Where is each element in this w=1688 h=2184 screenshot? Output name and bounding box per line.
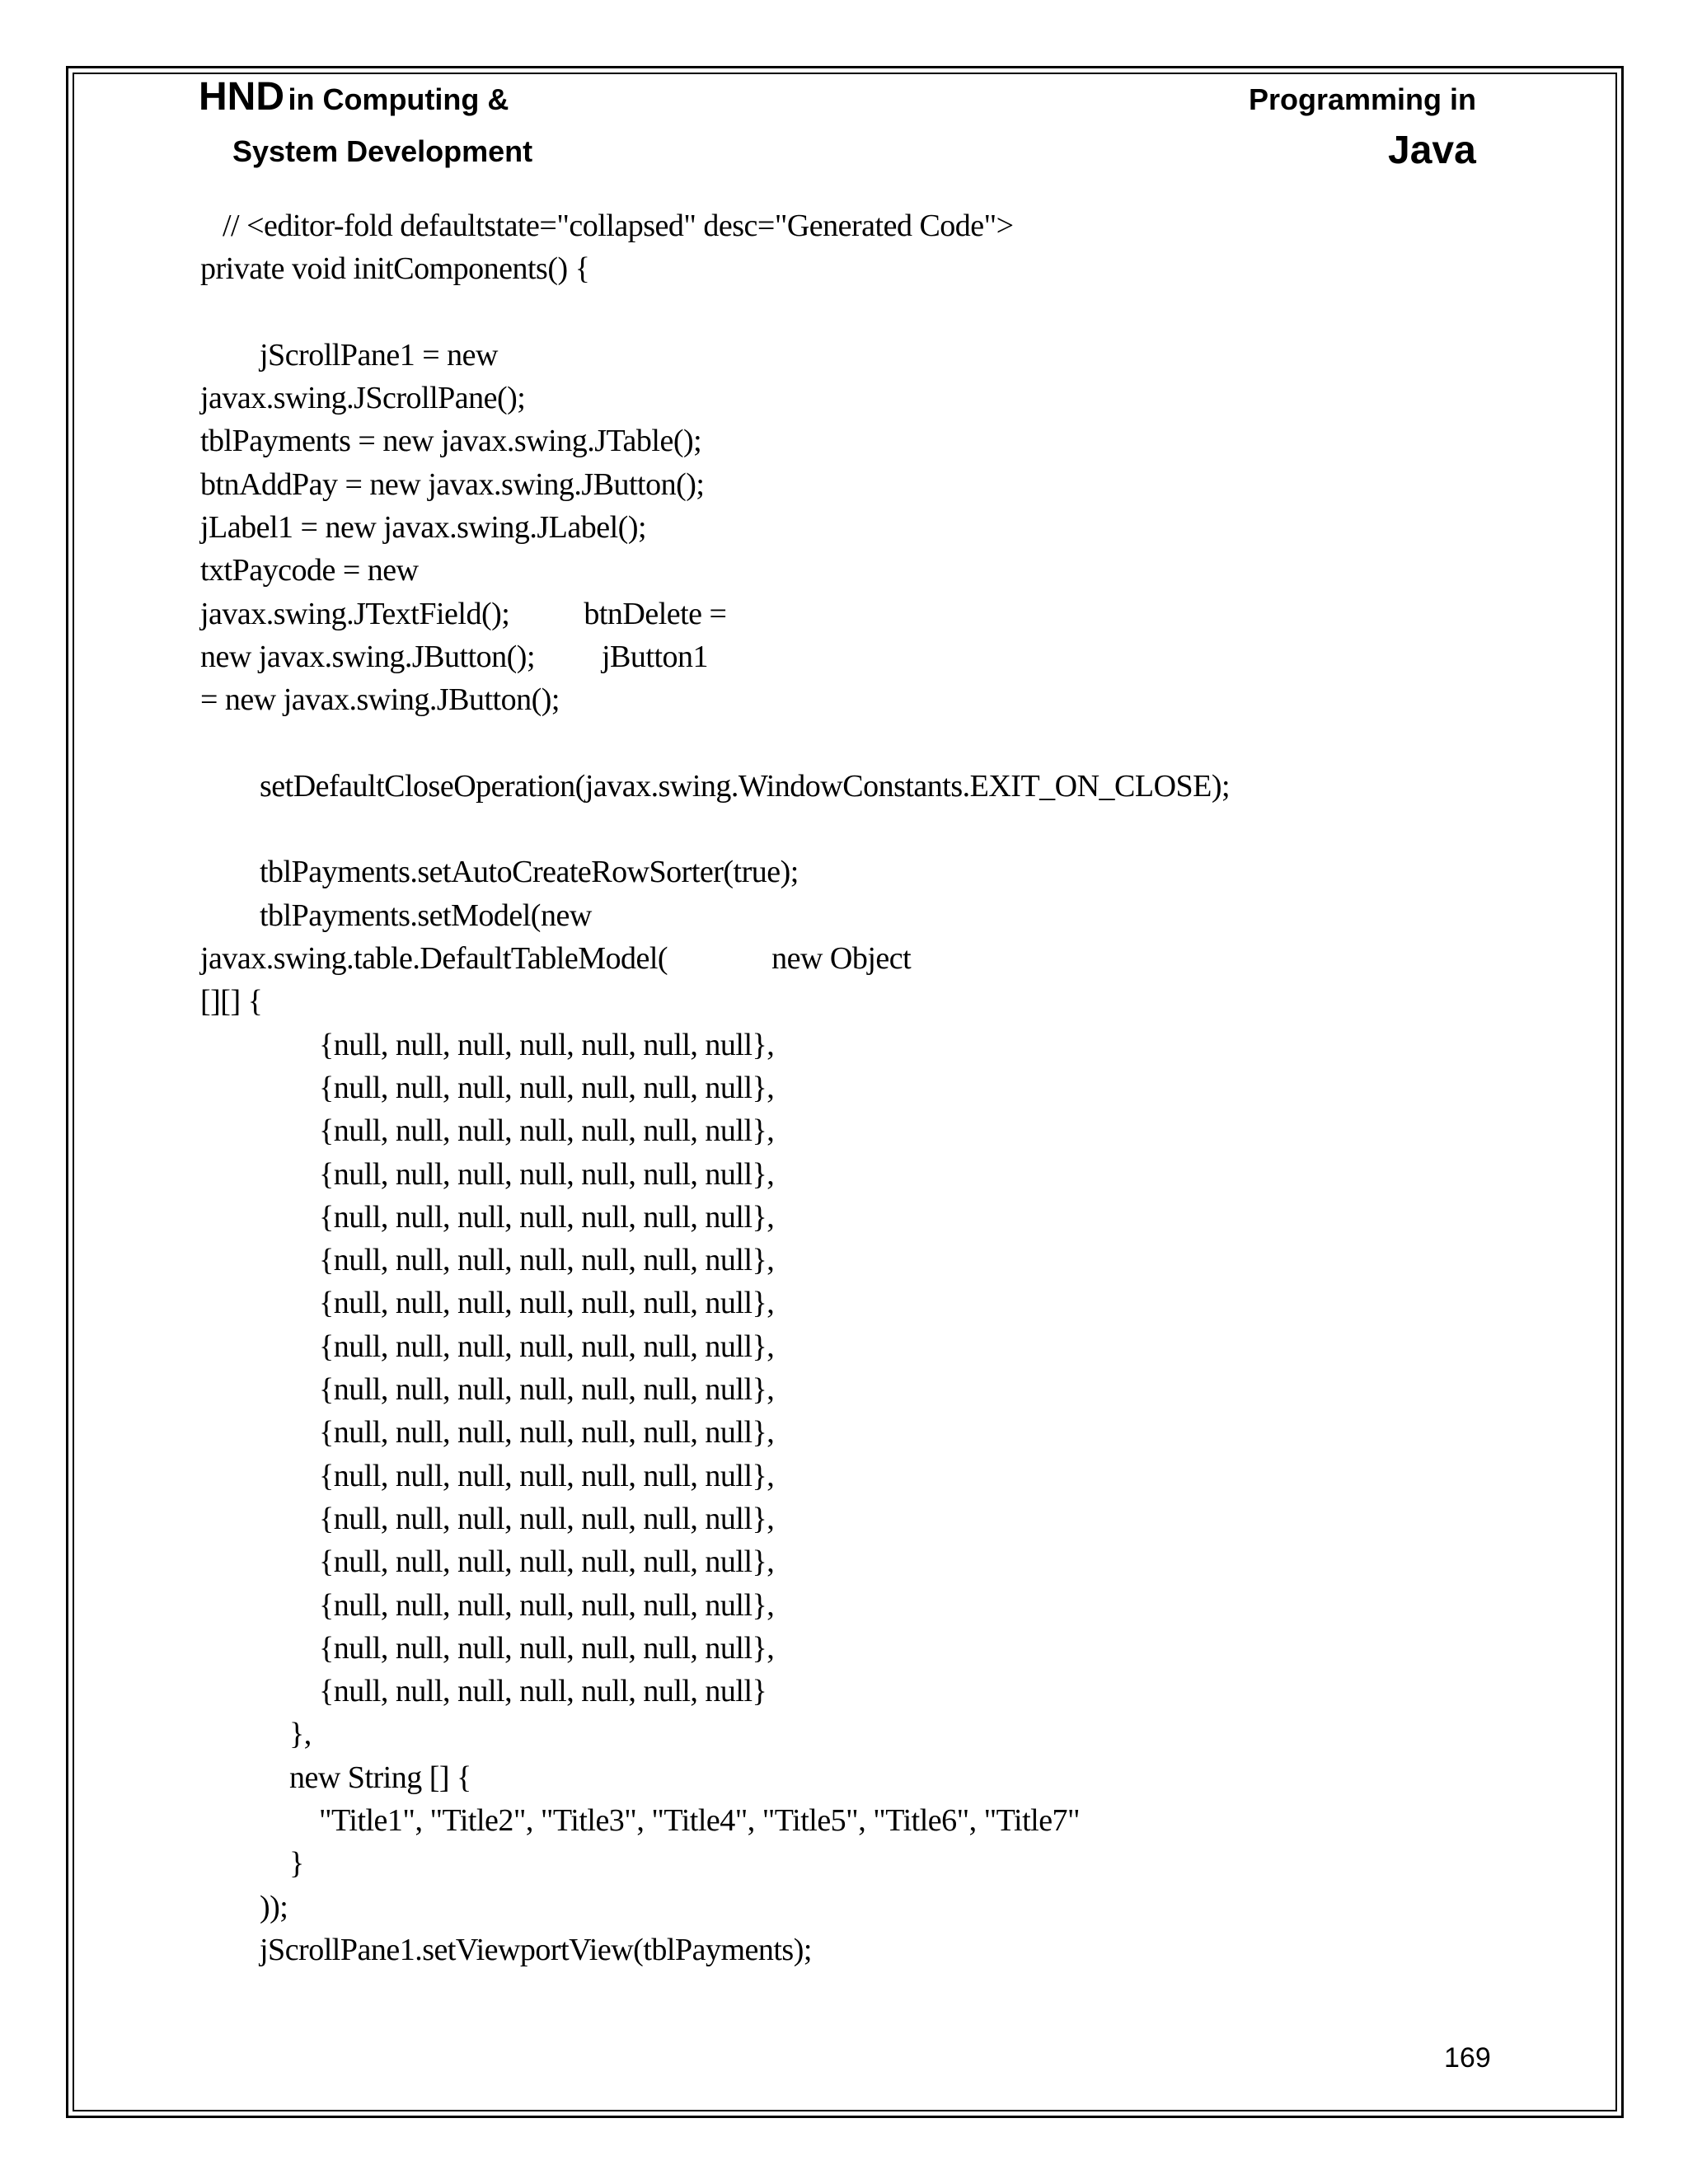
code-line: txtPaycode = new [200, 553, 419, 588]
code-line: {null, null, null, null, null, null, null}, [200, 1415, 775, 1451]
code-line: {null, null, null, null, null, null, null}, [200, 1199, 775, 1235]
code-line: tblPayments.setAutoCreateRowSorter(true); [200, 855, 799, 890]
code-line: jLabel1 = new javax.swing.JLabel(); [200, 510, 647, 546]
header-right-line2: Java [1388, 129, 1476, 172]
code-line: private void initComponents() { [200, 251, 590, 287]
code-line: {null, null, null, null, null, null, null}, [200, 1587, 775, 1623]
code-listing [200, 204, 1230, 1971]
code-line: {null, null, null, null, null, null, null}, [200, 1329, 775, 1364]
header-left-line1 [199, 74, 509, 120]
code-line: {null, null, null, null, null, null, null}, [200, 1630, 775, 1666]
code-line: // <editor-fold defaultstate="collapsed" desc="Generated Code"> [200, 209, 1014, 243]
code-line: javax.swing.JTextField(); btnDelete = [200, 596, 727, 631]
code-line: tblPayments = new javax.swing.JTable(); [200, 424, 702, 459]
code-line: new String [] { [200, 1760, 471, 1795]
code-line: jScrollPane1 = new [200, 337, 498, 373]
page-number: 169 [1444, 2042, 1491, 2074]
code-line: = new javax.swing.JButton(); [200, 682, 560, 718]
code-line: {null, null, null, null, null, null, null} [200, 1674, 767, 1709]
code-line: javax.swing.table.DefaultTableModel( new Object [200, 941, 912, 977]
header-right-line1: Programming in [1249, 82, 1477, 116]
code-line: {null, null, null, null, null, null, null}, [200, 1286, 775, 1321]
code-line: {null, null, null, null, null, null, null}, [200, 1372, 775, 1408]
code-line: {null, null, null, null, null, null, null}, [200, 1544, 775, 1580]
code-line [200, 722, 1230, 765]
code-line: setDefaultCloseOperation(javax.swing.WindowConstants.EXIT_ON_CLOSE); [200, 768, 1231, 804]
code-line: }, [200, 1717, 312, 1752]
code-line: {null, null, null, null, null, null, null}, [200, 1070, 775, 1105]
header-hnd: HND [199, 75, 284, 119]
code-line: [][] { [200, 984, 263, 1019]
code-line: {null, null, null, null, null, null, null}, [200, 1156, 775, 1192]
code-line [200, 808, 1230, 851]
code-line: new javax.swing.JButton(); jButton1 [200, 639, 709, 674]
code-line: "Title1", "Title2", "Title3", "Title4", "Title5", "Title6", "Title7" [200, 1802, 1081, 1838]
code-line: btnAddPay = new javax.swing.JButton(); [200, 466, 705, 502]
code-line: tblPayments.setModel(new [200, 898, 592, 933]
code-line: {null, null, null, null, null, null, null}, [200, 1027, 775, 1062]
code-line: jScrollPane1.setViewportView(tblPayments); [200, 1932, 812, 1967]
code-line: {null, null, null, null, null, null, null}, [200, 1243, 775, 1278]
code-line: } [200, 1846, 304, 1882]
header-in-computing: in Computing & [288, 82, 509, 116]
code-line: {null, null, null, null, null, null, null}, [200, 1458, 775, 1493]
code-line: {null, null, null, null, null, null, null}, [200, 1113, 775, 1149]
header-left-line2: System Development [232, 134, 533, 168]
code-line: {null, null, null, null, null, null, null}, [200, 1501, 775, 1536]
code-line [200, 291, 1230, 334]
code-line: javax.swing.JScrollPane(); [200, 381, 526, 416]
code-line: )); [200, 1889, 288, 1924]
